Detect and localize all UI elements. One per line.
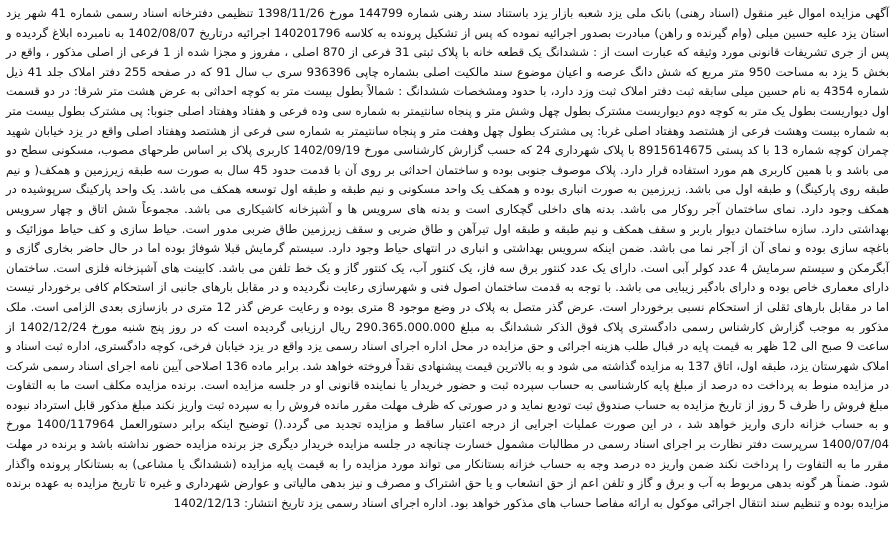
notice-text: آگهی مزایده اموال غیر منقول (اسناد رهنی) بانک ملی یزد شعبه بازار یزد باستناد سند رهنی شماره 144799 مورخ 1398/11/26 تنظیمی دفترخانه اسناد رسمی شماره 41 شهر یزد استان یزد علیه حسین میلی (وام گیرنده و راهن) مبادرت بصدور اجرائیه نموده که پس از تشکیل پرونده به کلاسه 140201796 اجرائیه درتاریخ 1402/08/07 به نامبرده ابلاغ گردیده و پس از جری تشریفات قانونی مورد وثیقه که عبارت است از : ششدانگ یک قطعه خانه با پلاک ثبتی 31 فرعی از 870 اصلی ، مفروز و مجزا شده از 1 فرعی از اصلی مذکور ، واقع در بخش 5 یزد به مساحت 950 متر مربع که شش دانگ عرصه و اعیان موضوع سند مالکیت اصلی بشماره چاپی 936396 سری ب سال 91 که در صفحه 255 دفتر املاک جلد 41 ذیل شماره 4354 به نام حسین میلی سابقه ثبت دفتر املاک ثبت وزد دارد، با حدود ومشخصات ششدانگ : شمالاً بطول بیست متر به کوچه احداثی به عرض هشت متر شرقا: در دو قسمت اول دیواریست بطول یک متر به کوچه دوم دیواریست مشترک بطول چهل وشش متر و پنجاه سانتیمتر به شماره سی وده فرعی و هفتاد وهفتاد اصلی جنوبا: پی مشترک بطول بیست متر به شماره بیست وهشت فرعی از هشتصد وهفتاد اصلی غربا: پی مشترک بطول چهل وهفت متر و پنجاه سانتیمتر به شماره سی فرعی از هشتصد وهفتاد اصلی واقع در یزد خیابان شهید چمران کوچه شماره 13 با کد پستی 8915614675 با پلاک شهرداری 24 که حسب گزارش کارشناسی مورخ 1402/09/19 کاربری پلاک بر اساس طرحهای مصوب، مسکونی سطح دو می باشد و با همین کاربری هم مورد استفاده قرار دارد. پلاک موصوف جنوبی بوده و ساختمان احداثی بر روی آن با قدمت حدود 45 سال به صورت سه طبقه زیرزمین و همکف( و نیم طبقه روی پارکینگ) و طبقه اول می باشد. زیرزمین به صورت انباری بوده و همکف یک واحد مسکونی و نیم طبقه و طبقه اول توسعه همکف می باشد. یک واحد پارکینگ سرپوشیده در همکف وجود دارد. نمای ساختمان آجر روکار می باشد. بدنه های داخلی گچکاری است و بدنه های سرویس ها و آشپزخانه کاشیکاری می باشد. مجموعاً شش اتاق و چهار سرویس بهداشتی دارد. سازه ساختمان دیوار باربر و سقف همکف و نیم طبقه و طبقه اول تیرآهن و طاق ضربی و سقف زیرزمین طاق ضربی مدور است. حیاط سازی و کف حیاط موزائیک و باغچه سازی بوده و نمای آن از آجر نما می باشد. ضمن اینکه سرویس بهداشتی و انباری در انتهای حیاط وجود دارد. سیستم گرمایش قبلا شوفاژ بوده اما در حال حاضر بخاری گازی و آبگرمکن و سیستم سرمایش 4 عدد کولر آبی است. دارای یک عدد کنتور برق سه فاز، یک کنتور آب، یک کنتور گاز و یک خط تلفن می باشد. کابینت های آشپزخانه فلزی است. ساختمان دارای معماری خاص بوده و دارای بادگیر زیبایی می باشد. با توجه به قدمت ساختمان اصول فنی و شهرسازی رعایت نگردیده و در مقابل بارهای جانبی از استحکام کافی برخوردار نیست اما در مقابل بارهای ثقلی از استحکام نسبی برخوردار است. عرض گذر متصل به پلاک در وضع موجود 8 متری بوده و رعایت عرض گذر 12 متری در بازسازی بعدی الزامی است. ملک مذکور به موجب گزارش کارشناس رسمی دادگستری پلاک فوق الذکر ششدانگ به مبلغ 290.365.000.000 ریال ارزیابی گردیده است که در روز پنج شنبه مورخ 1402/12/24 از ساعت 9 صبح الی 12 ظهر به قیمت پایه در قبال طلب هزینه اجرائی و حق مزایده در محل اداره اجرای اسناد رسمی یزد واقع در یزد خیابان فرخی، کوچه دادگستری، اداره ثبت اسناد و املاک شهرستان یزد، طبقه اول، اتاق 137 به مزایده گذاشته می شود و به بالاترین قیمت پیشنهادی نقداً فروخته خواهد شد. برابر ماده 136 اصلاحی آیین نامه اجرای اسناد رسمی شرکت در مزایده منوط به پرداخت ده درصد از مبلغ پایه کارشناسی به حساب سپرده ثبت و حضور خریدار یا نماینده قانونی او در جلسه مزایده است. برنده مزایده مکلف است ما به التفاوت مبلغ فروش را ظرف 5 روز از تاریخ مزایده به حساب صندوق ثبت تودیع نماید و در صورتی که ظرف مهلت مقرر مانده فروش را به سپرده ثبت واریز نکند مبلغ مذکور قابل استرداد نبوده و به حساب خزانه داری واریز خواهد شد ، در این صورت عملیات اجرایی از درجه اعتبار ساقط و مزایده تجدید می گردد.() توضیح اینکه برابر دستورالعمل 1400/117964 مورخ 1400/07/04 سرپرست دفتر نظارت بر اجرای اسناد رسمی در مطالبات مشمول خسارت چنانچه در جلسه مزایده خریدار دیگری جز برنده مزایده حضور نداشته باشد و برنده در مهلت مقرر ما به التفاوت را پرداخت نکند ضمن واریز ده درصد وجه به حساب خزانه بستانکار می تواند مورد مزایده را به قیمت پایه مزایده (ششدانگ یا مشاعی) به بستانکار پرونده واگذار شود. ضمناً هر گونه بدهی مربوط به آب و برق و گاز و تلفن اعم از حق انشعاب و یا حق اشتراک و مصرف و نیز بدهی مالیاتی و عوارض شهرداری و غیره تا تاریخ مزایده به عهده برنده مزایده بوده و تنظیم سند انتقال اجرائی موکول به ارائه مفاصا حساب های مذکور خواهد بود. اداره اجرای اسناد رسمی یزد تاریخ انتشار: 1402/12/13	[6, 6, 890, 510]
